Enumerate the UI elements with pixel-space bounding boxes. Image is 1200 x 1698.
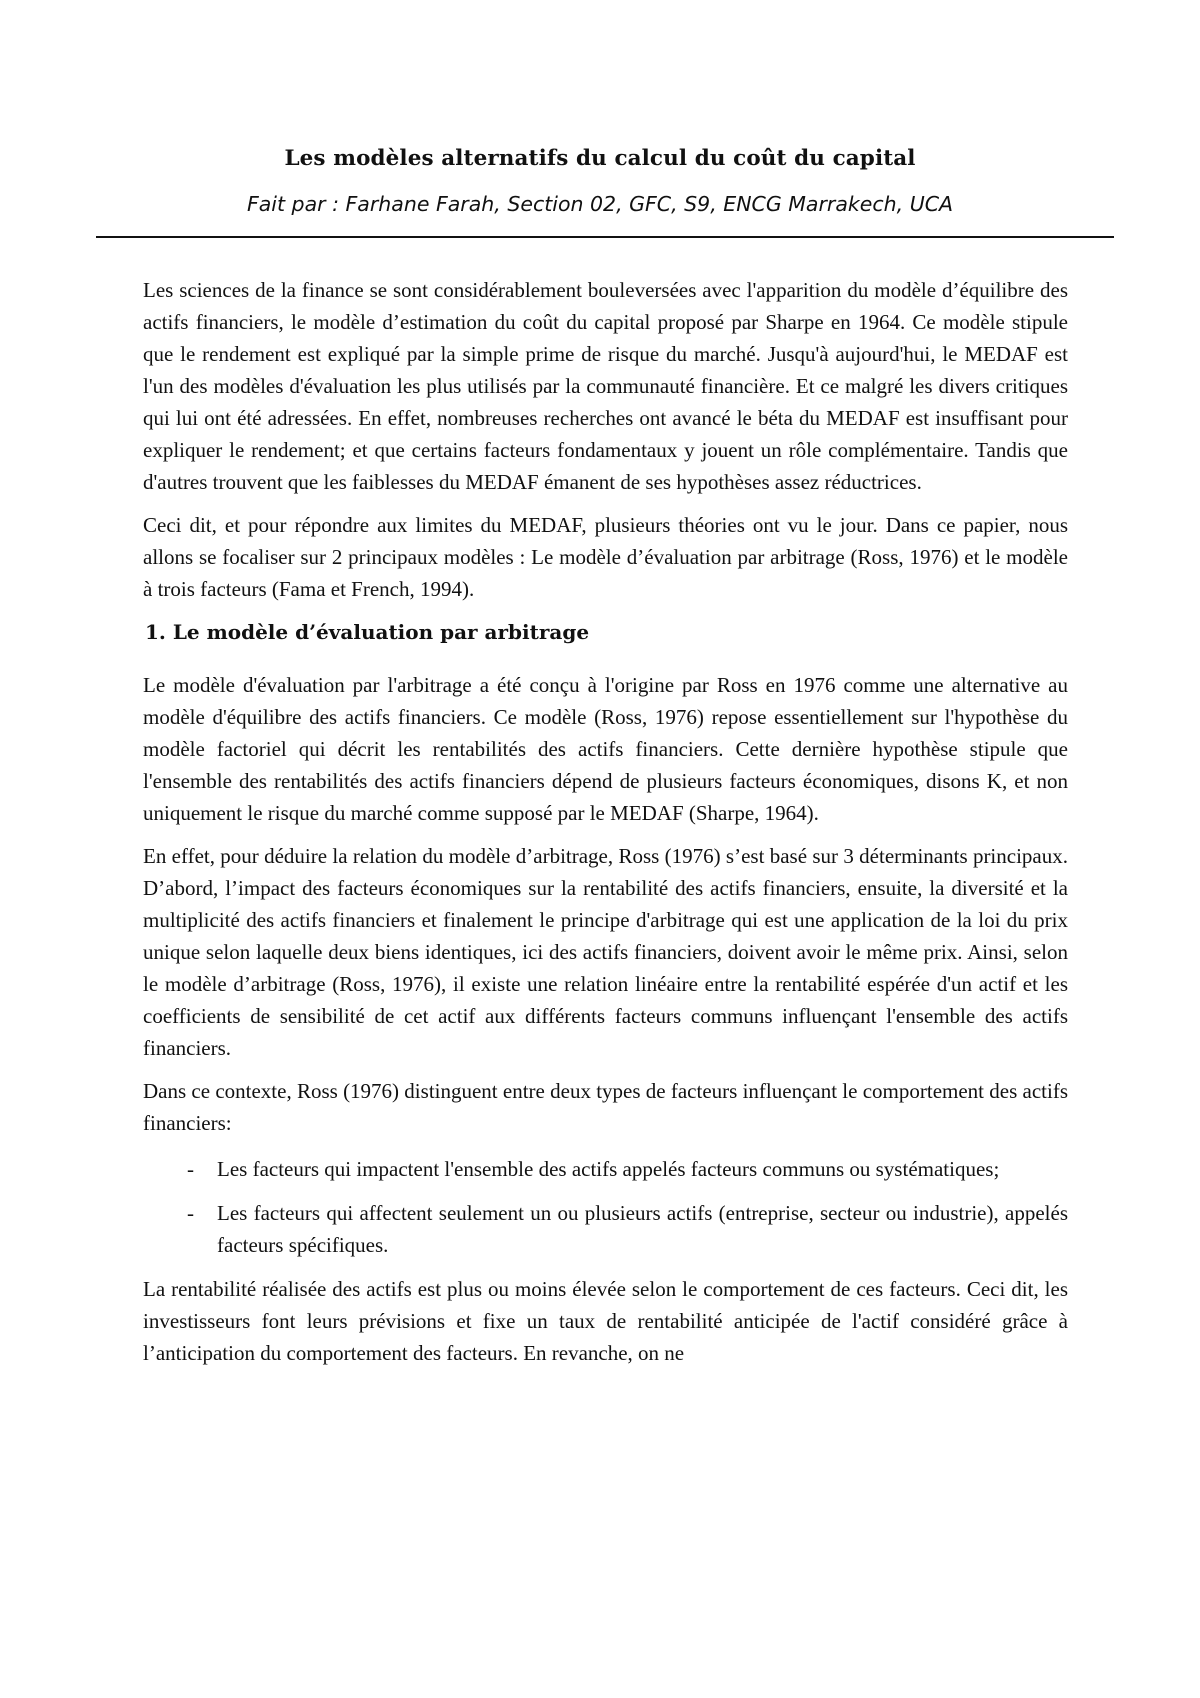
section1-paragraph-2: En effet, pour déduire la relation du modèle d’arbitrage, Ross (1976) s’est basé sur 3 déterminants principaux. D’abord, l’impact des facteurs économiques sur la rentabilité des actifs financiers, ensuite, la diversité et la multiplicité des actifs financiers et finalement le principe d'arbitrage qui est une application de la loi du prix unique selon laquelle deux biens identiques, ici des actifs financiers, doivent avoir le même prix. Ainsi, selon le modèle d’arbitrage (Ross, 1976), il existe une relation linéaire entre la rentabilité espérée d'un actif et les coefficients de sensibilité de cet actif aux différents facteurs communs influençant l'ensemble des actifs financiers.: [143, 844, 1068, 1060]
list-item-text: Les facteurs qui impactent l'ensemble des actifs appelés facteurs communs ou systématiques;: [217, 1157, 1000, 1181]
document-title: Les modèles alternatifs du calcul du coût du capital: [284, 146, 916, 171]
factor-types-list: [143, 1153, 1068, 1261]
closing-paragraph: La rentabilité réalisée des actifs est plus ou moins élevée selon le comportement de ces facteurs. Ceci dit, les investisseurs font leurs prévisions et fixe un taux de rentabilité anticipée de l'actif considéré grâce à l’anticipation du comportement des facteurs. En revanche, on ne: [143, 1277, 1068, 1365]
bullet-marker: -: [187, 1201, 194, 1225]
section1-paragraph-3: Dans ce contexte, Ross (1976) distinguent entre deux types de facteurs influençant le comportement des actifs financiers:: [143, 1079, 1068, 1135]
list-item-text: Les facteurs qui affectent seulement un ou plusieurs actifs (entreprise, secteur ou industrie), appelés facteurs spécifiques.: [217, 1201, 1068, 1257]
document-body: [143, 274, 1068, 1380]
title-divider: [96, 236, 1114, 238]
intro-paragraph-1: Les sciences de la finance se sont considérablement bouleversées avec l'apparition du modèle d’équilibre des actifs financiers, le modèle d’estimation du coût du capital proposé par Sharpe en 1964. Ce modèle stipule que le rendement est expliqué par la simple prime de risque du marché. Jusqu'à aujourd'hui, le MEDAF est l'un des modèles d'évaluation les plus utilisés par la communauté financière. Et ce malgré les divers critiques qui lui ont été adressées. En effet, nombreuses recherches ont avancé le béta du MEDAF est insuffisant pour expliquer le rendement; et que certains facteurs fondamentaux y jouent un rôle complémentaire. Tandis que d'autres trouvent que les faiblesses du MEDAF émanent de ses hypothèses assez réductrices.: [143, 278, 1068, 494]
list-item: [143, 1197, 1068, 1261]
section1-paragraph-1: Le modèle d'évaluation par l'arbitrage a été conçu à l'origine par Ross en 1976 comme une alternative au modèle d'équilibre des actifs financiers. Ce modèle (Ross, 1976) repose essentiellement sur l'hypothèse du modèle factoriel qui décrit les rentabilités des actifs financiers. Cette dernière hypothèse stipule que l'ensemble des rentabilités des actifs financiers dépend de plusieurs facteurs économiques, disons K, et non uniquement le risque du marché comme supposé par le MEDAF (Sharpe, 1964).: [143, 673, 1068, 825]
section-heading-arbitrage: 1. Le modèle d’évaluation par arbitrage: [145, 620, 590, 644]
document-author-line: Fait par : Farhane Farah, Section 02, GFC, S9, ENCG Marrakech, UCA: [246, 192, 954, 216]
list-item: [143, 1153, 1068, 1185]
bullet-marker: -: [187, 1157, 194, 1181]
intro-paragraph-2: Ceci dit, et pour répondre aux limites du MEDAF, plusieurs théories ont vu le jour. Dans ce papier, nous allons se focaliser sur 2 principaux modèles : Le modèle d’évaluation par arbitrage (Ross, 1976) et le modèle à trois facteurs (Fama et French, 1994).: [143, 513, 1068, 601]
